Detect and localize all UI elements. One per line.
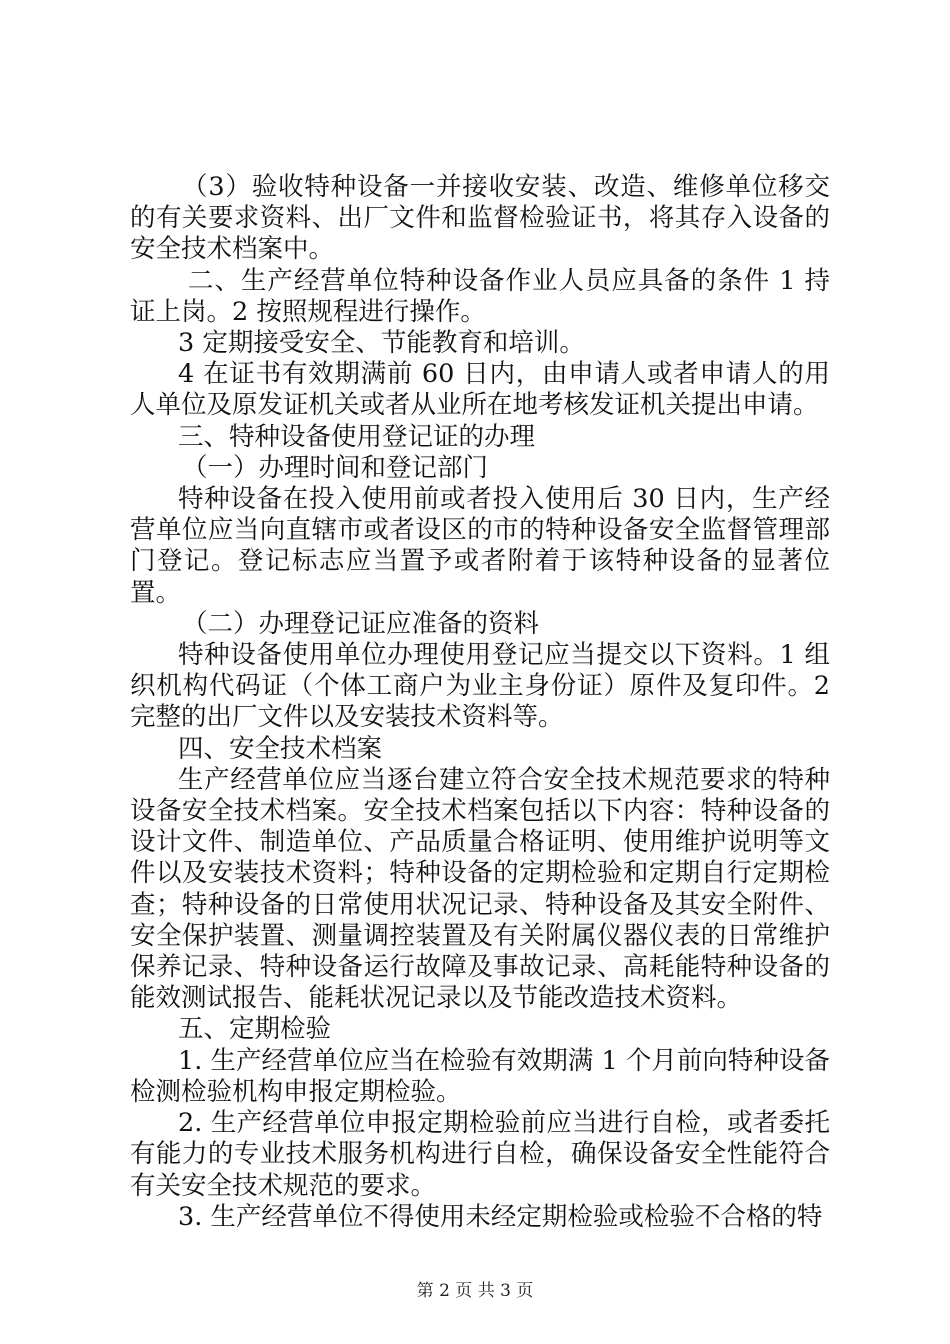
document-body (130, 172, 830, 1233)
paragraph-item-3-training: 3 定期接受安全、节能教育和培训。 (178, 328, 585, 359)
paragraph-registration-time: 特种设备在投入使用前或者投入使用后 30 日内，生产经营单位应当向直辖市或者设区的市的特种设备安全监督管理部门登记。登记标志应当置予或者附着于该特种设备的显著位置。 (130, 484, 830, 608)
heading-section-5-periodic-inspection: 五、定期检验 (178, 1014, 332, 1045)
heading-section-4-technical-archive: 四、安全技术档案 (178, 733, 383, 764)
heading-section-3-registration: 三、特种设备使用登记证的办理 (178, 421, 536, 452)
subheading-registration-materials: （二）办理登记证应准备的资料 (182, 608, 540, 639)
heading-section-2-operator-requirements: 二、生产经营单位特种设备作业人员应具备的条件 1 持证上岗。2 按照规程进行操作。 (130, 265, 830, 327)
subheading-registration-time-department: （一）办理时间和登记部门 (182, 452, 489, 483)
paragraph-inspection-item-2: 2. 生产经营单位申报定期检验前应当进行自检，或者委托有能力的专业技术服务机构进行自检，确保设备安全性能符合有关安全技术规范的要求。 (130, 1108, 830, 1201)
paragraph-inspection-item-3: 3. 生产经营单位不得使用未经定期检验或检验不合格的特 (178, 1201, 823, 1232)
paragraph-inspection-item-1: 1. 生产经营单位应当在检验有效期满 1 个月前向特种设备检测检验机构申报定期检验。 (130, 1045, 830, 1107)
paragraph-registration-materials: 特种设备使用单位办理使用登记应当提交以下资料。1 组织机构代码证（个体工商户为业主身份证）原件及复印件。2 完整的出厂文件以及安装技术资料等。 (130, 640, 830, 733)
page-number-footer: 第 2 页 共 3 页 (416, 1281, 534, 1301)
paragraph-technical-archive: 生产经营单位应当逐台建立符合安全技术规范要求的特种设备安全技术档案。安全技术档案包括以下内容：特种设备的设计文件、制造单位、产品质量合格证明、使用维护说明等文件以及安装技术资料；特种设备的定期检验和定期自行定期检查；特种设备的日常使用状况记录、特种设备及其安全附件、安全保护装置、测量调控装置及有关附属仪器仪表的日常维护保养记录、特种设备运行故障及事故记录、高耗能特种设备的能效测试报告、能耗状况记录以及节能改造技术资料。 (130, 764, 830, 1014)
paragraph-acceptance-item-3: （3）验收特种设备一并接收安装、改造、维修单位移交的有关要求资料、出厂文件和监督检验证书，将其存入设备的安全技术档案中。 (130, 172, 830, 265)
paragraph-item-4-renewal: 4 在证书有效期满前 60 日内，由申请人或者申请人的用人单位及原发证机关或者从业所在地考核发证机关提出申请。 (130, 359, 830, 421)
